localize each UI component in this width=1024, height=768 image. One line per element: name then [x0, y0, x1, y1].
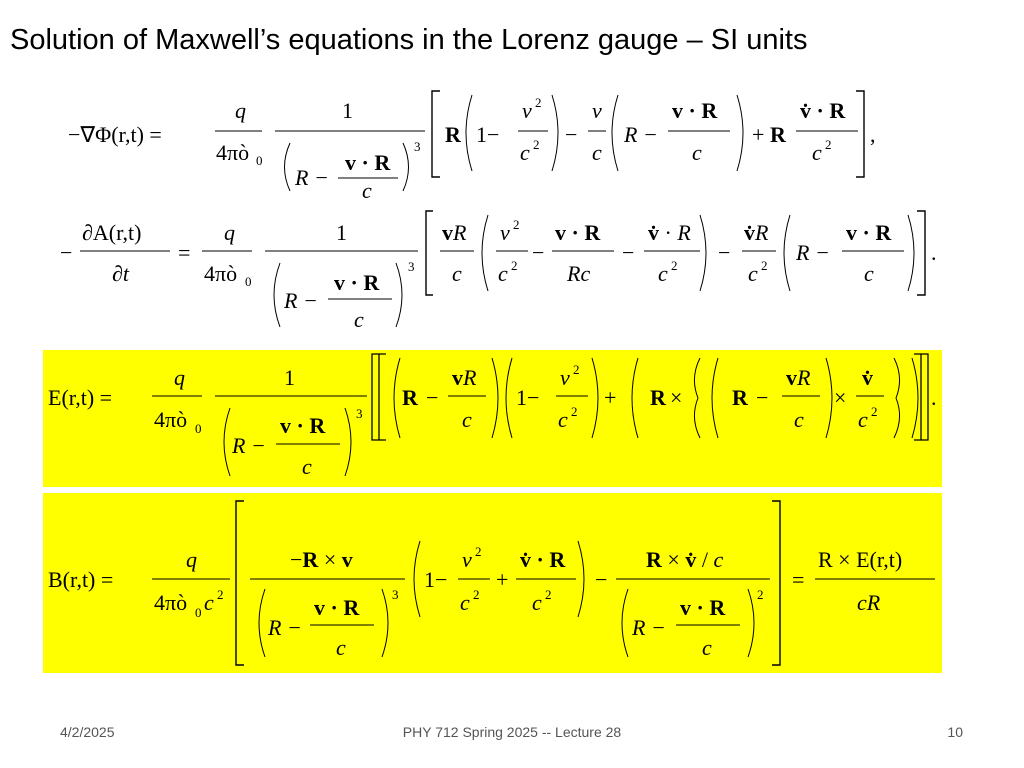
footer-page-number: 10	[947, 724, 963, 740]
E-den-R: R −	[232, 433, 266, 458]
equation-dA-dt	[0, 205, 1024, 340]
svg-text:R: R	[650, 385, 666, 410]
svg-text:v: v	[560, 365, 570, 390]
svg-text:1−: 1−	[516, 385, 540, 410]
A-4pieps: 4πò	[204, 261, 238, 286]
A-eps-sub: 0	[245, 274, 252, 289]
A-lhs-den: ∂t	[112, 261, 129, 286]
svg-text:−: −	[718, 240, 731, 265]
E-trail: .	[931, 385, 937, 410]
equation-B-field	[0, 493, 1024, 673]
phi-den-vR: v · R	[345, 150, 391, 175]
B-eq2: =	[792, 567, 805, 592]
footer-course: PHY 712 Spring 2025 -- Lecture 28	[402, 724, 622, 740]
A-trail: .	[931, 240, 937, 265]
svg-text:c: c	[532, 590, 542, 615]
A-one: 1	[336, 220, 347, 245]
svg-text:v · R: v · R	[846, 220, 892, 245]
svg-text:c: c	[462, 407, 472, 432]
svg-text:R −: R −	[632, 615, 666, 640]
svg-text:v · R: v · R	[680, 595, 726, 620]
phi-eps-sub: 0	[256, 153, 263, 168]
B-rhs-den: cR	[857, 590, 881, 615]
svg-text:×: ×	[670, 385, 683, 410]
E-eps-sub: 0	[195, 421, 202, 436]
svg-text:2: 2	[571, 404, 578, 419]
B-c: c	[204, 590, 214, 615]
svg-text:2: 2	[533, 137, 540, 152]
A-den-vR: v · R	[334, 270, 380, 295]
A-lhs-num: ∂A(r,t)	[82, 220, 142, 245]
svg-text:c: c	[558, 407, 568, 432]
phi-lhs: −∇Φ(r,t) =	[68, 122, 162, 147]
svg-text:−R × v: −R × v	[290, 547, 353, 572]
svg-text:c: c	[794, 407, 804, 432]
svg-text:R × v̇ / c: R × v̇ / c	[646, 547, 724, 572]
svg-text:2: 2	[475, 544, 482, 559]
svg-text:+: +	[752, 122, 765, 147]
svg-text:v̇ · R: v̇ · R	[800, 98, 846, 123]
E-lhs: E(r,t) =	[48, 385, 113, 410]
svg-text:−: −	[426, 385, 439, 410]
svg-text:Rc: Rc	[567, 261, 591, 286]
B-lhs: B(r,t) =	[48, 567, 114, 592]
svg-text:v̇ · R: v̇ · R	[520, 547, 566, 572]
B-rhs-num: R × E(r,t)	[818, 547, 903, 572]
A-pow: 3	[408, 259, 415, 274]
footer-date: 4/2/2025	[60, 724, 115, 740]
E-4pieps: 4πò	[154, 407, 188, 432]
E-one: 1	[284, 365, 295, 390]
svg-text:v · R: v · R	[555, 220, 601, 245]
svg-text:2: 2	[573, 362, 580, 377]
B-eps-sub: 0	[195, 605, 202, 620]
svg-text:vR: vR	[442, 220, 467, 245]
svg-text:+: +	[604, 385, 617, 410]
svg-text:c: c	[702, 635, 712, 660]
svg-text:−: −	[532, 240, 545, 265]
svg-text:2: 2	[757, 587, 764, 602]
svg-text:c: c	[336, 635, 346, 660]
svg-text:c: c	[592, 140, 602, 165]
svg-text:2: 2	[761, 258, 768, 273]
svg-text:v: v	[522, 98, 532, 123]
svg-text:2: 2	[473, 587, 480, 602]
svg-text:2: 2	[871, 404, 878, 419]
svg-text:c: c	[460, 590, 470, 615]
svg-text:v̇: v̇	[862, 365, 873, 390]
A-den-R: R −	[284, 288, 318, 313]
svg-text:2: 2	[535, 95, 542, 110]
svg-text:c: c	[658, 261, 668, 286]
svg-text:1−: 1−	[476, 122, 500, 147]
phi-4pieps: 4πò	[216, 140, 250, 165]
svg-text:2: 2	[217, 587, 224, 602]
svg-text:1−: 1−	[424, 567, 448, 592]
svg-text:R: R	[402, 385, 418, 410]
svg-text:vR: vR	[452, 365, 477, 390]
svg-text:c: c	[858, 407, 868, 432]
B-q: q	[186, 547, 197, 572]
phi-den-c: c	[362, 178, 372, 203]
svg-text:c: c	[864, 261, 874, 286]
E-den-c: c	[302, 454, 312, 479]
svg-text:2: 2	[513, 217, 520, 232]
svg-text:2: 2	[825, 137, 832, 152]
svg-text:+: +	[496, 567, 509, 592]
svg-text:v: v	[462, 547, 472, 572]
svg-text:c: c	[812, 140, 822, 165]
svg-text:×: ×	[834, 385, 847, 410]
slide-title: Solution of Maxwell’s equations in the Lorenz gauge – SI units	[10, 24, 808, 56]
E-pow: 3	[356, 406, 363, 421]
svg-text:R −: R −	[796, 240, 830, 265]
phi-trail: ,	[870, 122, 876, 147]
svg-text:2: 2	[545, 587, 552, 602]
B-4pieps: 4πò	[154, 590, 188, 615]
svg-text:−: −	[60, 240, 73, 265]
svg-text:R: R	[732, 385, 748, 410]
svg-text:2: 2	[511, 258, 518, 273]
A-eq: =	[178, 240, 191, 265]
svg-text:R: R	[445, 122, 461, 147]
svg-text:v: v	[592, 98, 602, 123]
E-den-vR: v · R	[280, 413, 326, 438]
phi-den-R: R −	[295, 165, 329, 190]
svg-text:c: c	[692, 140, 702, 165]
svg-text:v: v	[500, 220, 510, 245]
svg-text:v̇R: v̇R	[744, 220, 769, 245]
A-den-c: c	[354, 307, 364, 332]
svg-text:c: c	[748, 261, 758, 286]
svg-text:2: 2	[671, 258, 678, 273]
equation-E-field	[0, 350, 1024, 487]
svg-text:R −: R −	[624, 122, 658, 147]
svg-text:R −: R −	[268, 615, 302, 640]
svg-text:c: c	[498, 261, 508, 286]
svg-text:v · R: v · R	[314, 595, 360, 620]
phi-one: 1	[342, 98, 353, 123]
svg-text:v · R: v · R	[672, 98, 718, 123]
svg-text:3: 3	[392, 587, 399, 602]
svg-text:−: −	[565, 122, 578, 147]
svg-text:c: c	[452, 261, 462, 286]
svg-text:v̇ · R: v̇ · R	[648, 220, 691, 245]
phi-pow: 3	[414, 139, 421, 154]
svg-text:vR: vR	[786, 365, 811, 390]
svg-text:−: −	[595, 567, 608, 592]
svg-text:R: R	[770, 122, 786, 147]
equation-grad-phi	[0, 85, 1024, 203]
A-q: q	[224, 220, 235, 245]
svg-text:−: −	[756, 385, 769, 410]
E-q: q	[174, 365, 185, 390]
phi-q: q	[235, 98, 246, 123]
svg-text:c: c	[520, 140, 530, 165]
svg-text:−: −	[622, 240, 635, 265]
